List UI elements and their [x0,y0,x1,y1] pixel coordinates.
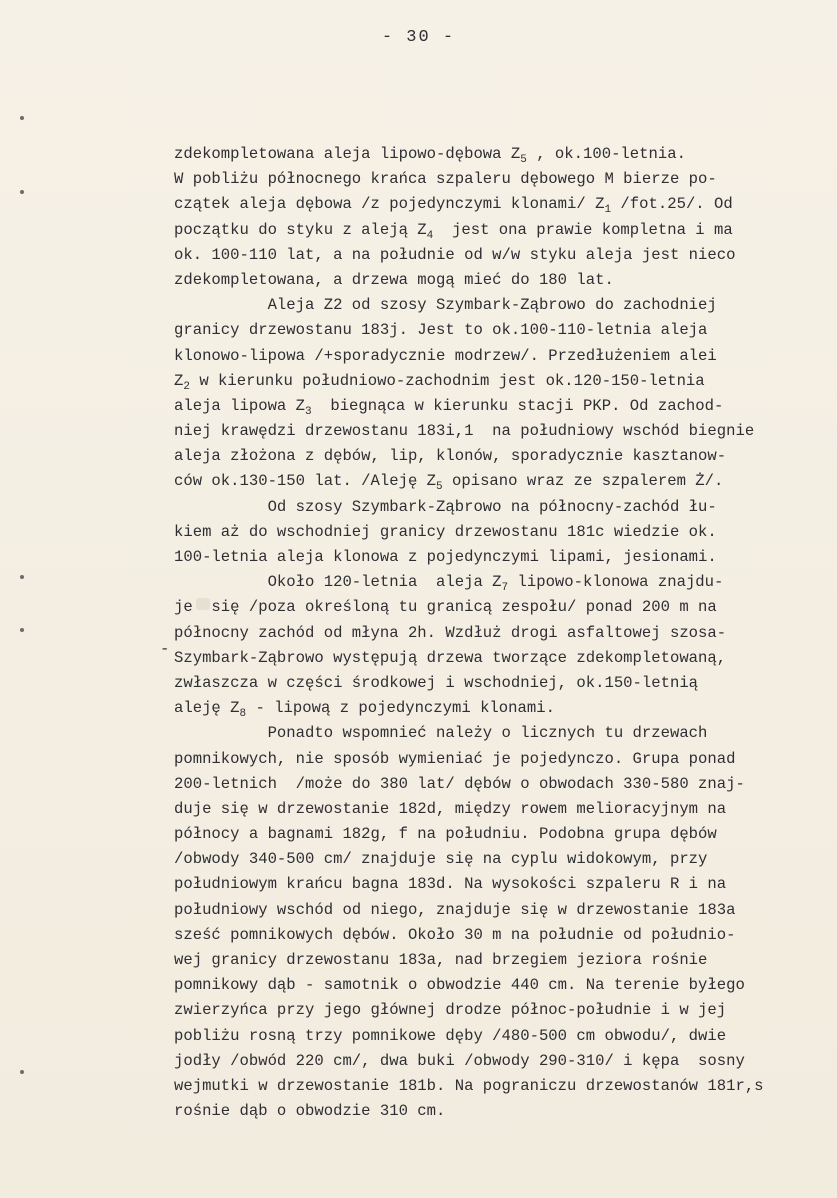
subscript: 5 [520,154,527,166]
text-run: wej granicy drzewostanu 183a, nad brzegiem jeziora rośnie [174,951,708,969]
text-line [174,520,824,545]
text-line [174,495,824,520]
text-line [174,797,824,822]
text-line [174,1049,824,1074]
text-run: w kierunku południowo-zachodnim jest ok.120-150-letnia [189,371,705,390]
text-run: ok. 100-110 lat, a na południe od w/w styku aleja jest nieco [174,245,736,264]
text-run: Ponadto wspomnieć należy o licznych tu drzewach [174,724,708,743]
text-line [174,394,824,419]
text-line [174,1074,824,1099]
text-run: je się /poza określoną tu granicą zespołu/ ponad 200 m na [174,598,717,617]
text-run: aleję Z [174,699,240,718]
text-run: północy a bagnami 182g, f na południu. Podobna grupa dębów [174,825,717,844]
text-line [174,822,824,847]
text-run: Od szosy Szymbark-Ząbrowo na północny-zachód łu- [174,497,717,516]
text-run: zdekompletowana, a drzewa mogą mieć do 180 lat. [174,270,614,289]
text-line [174,243,824,268]
text-line [174,847,824,872]
text-run: W pobliżu północnego krańca szpaleru dębowego M bierze po- [174,170,717,189]
text-run: granicy drzewostanu 183j. Jest to ok.100-110-letnia aleja [174,321,708,340]
text-line [174,1099,824,1124]
text-line [174,167,824,192]
text-run: rośnie dąb o obwodzie 310 cm. [174,1102,446,1121]
text-line [174,646,824,671]
text-line [174,772,824,797]
binding-hole-mark [20,190,24,194]
text-line [174,948,824,973]
text-run: kiem aż do wschodniej granicy drzewostanu 181c wiedzie ok. [174,522,717,541]
text-run: opisano wraz ze szpalerem Ż/. [442,472,724,491]
text-run: Z [174,371,184,390]
text-line [174,268,824,293]
text-run: zdekompletowana aleja lipowo-dębowa Z [174,145,521,163]
text-run: pomnikowych, nie sposób wymieniać je pojedynczo. Grupa ponad [174,749,736,768]
text-line [174,1024,824,1049]
text-run: wejmutki w drzewostanie 181b. Na pograniczu drzewostanów 181r,s [174,1076,764,1095]
text-run: klonowo-lipowa /+sporadycznie modrzew/. Przedłużeniem alei [174,346,717,365]
text-run: południowym krańcu bagna 183d. Na wysokości szpaleru R i na [174,875,727,894]
text-run: zwłaszcza w części środkowej i wschodniej, ok.150-letnią [174,673,699,692]
text-run: zwierzyńca przy jego głównej drodze północ-południe i w jej [174,1001,727,1020]
subscript: 7 [501,582,509,595]
text-line [174,469,824,494]
text-run: sześć pomnikowych dębów. Około 30 m na południe od południo- [174,925,736,944]
text-line [174,192,824,217]
binding-hole-mark [20,116,24,120]
text-run: południowy wschód od niego, znajduje się w drzewostanie 183a [174,900,736,919]
binding-hole-mark [20,628,24,632]
text-run: północny zachód od młyna 2h. Wzdłuż drogi asfaltowej szosa- [174,623,727,642]
text-line [174,898,824,923]
subscript: 4 [426,229,434,242]
subscript: 2 [183,380,190,393]
text-line [174,923,824,948]
text-run: jodły /obwód 220 cm/, dwa buki /obwody 290-310/ i kępa sosny [174,1051,745,1070]
subscript: 3 [305,405,312,418]
text-line [174,293,824,318]
text-line [174,218,824,243]
text-line [174,570,824,595]
body-text [174,142,824,1124]
subscript: 1 [604,204,612,217]
text-line [174,595,824,620]
text-run: Szymbark-Ząbrowo występują drzewa tworzące zdekompletowaną, [174,648,727,667]
text-run: - lipową z pojedynczymi klonami. [246,699,555,718]
text-run: pobliżu rosną trzy pomnikowe dęby /480-500 cm obwodu/, dwie [174,1026,727,1045]
text-line [174,369,824,394]
text-run: jest ona prawie kompletna i ma [433,220,733,239]
text-run: ców ok.130-150 lat. /Aleję Z [174,472,437,491]
text-line [174,444,824,469]
text-run: aleja złożona z dębów, lip, klonów, sporadycznie kasztanow- [174,447,727,466]
text-line [174,419,824,444]
text-run: 100-letnia aleja klonowa z pojedynczymi lipami, jesionami. [174,548,717,566]
page-number: - 30 - [381,28,456,47]
binding-hole-mark [20,1070,24,1074]
text-run: Około 120-letnia aleja Z [174,573,502,592]
text-line [174,318,824,343]
text-run: początku do styku z aleją Z [174,220,427,239]
binding-hole-mark [20,575,24,579]
text-line [174,973,824,998]
text-run: pomnikowy dąb - samotnik o obwodzie 440 cm. Na terenie byłego [174,976,745,995]
text-run: czątek aleja dębowa /z pojedynczymi klonami/ Z [174,195,605,214]
text-run: duje się w drzewostanie 182d, między rowem melioracyjnym na [174,799,727,818]
text-line [174,747,824,772]
margin-mark: - [160,640,170,658]
text-run: biegnąca w kierunku stacji PKP. Od zachod- [311,396,724,415]
subscript: 8 [239,708,247,721]
text-line [174,545,824,570]
text-line [174,621,824,646]
text-line [174,344,824,369]
text-line [174,998,824,1023]
text-line [174,671,824,696]
text-line [174,696,824,721]
text-run: /obwody 340-500 cm/ znajduje się na cyplu widokowym, przy [174,850,708,869]
subscript: 5 [436,481,443,494]
text-line [174,142,824,167]
text-line [174,872,824,897]
text-run: niej krawędzi drzewostanu 183i,1 na południowy wschód biegnie [174,422,755,441]
text-run: 200-letnich /może do 380 lat/ dębów o obwodach 330-580 znaj- [174,774,745,793]
text-run: /fot.25/. Od [611,195,733,214]
text-line [174,721,824,746]
text-run: aleja lipowa Z [174,396,306,415]
text-run: , ok.100-letnia. [526,145,686,163]
text-run: Aleja Z2 od szosy Szymbark-Ząbrowo do zachodniej [174,296,717,315]
text-run: lipowo-klonowa znajdu- [508,573,724,592]
